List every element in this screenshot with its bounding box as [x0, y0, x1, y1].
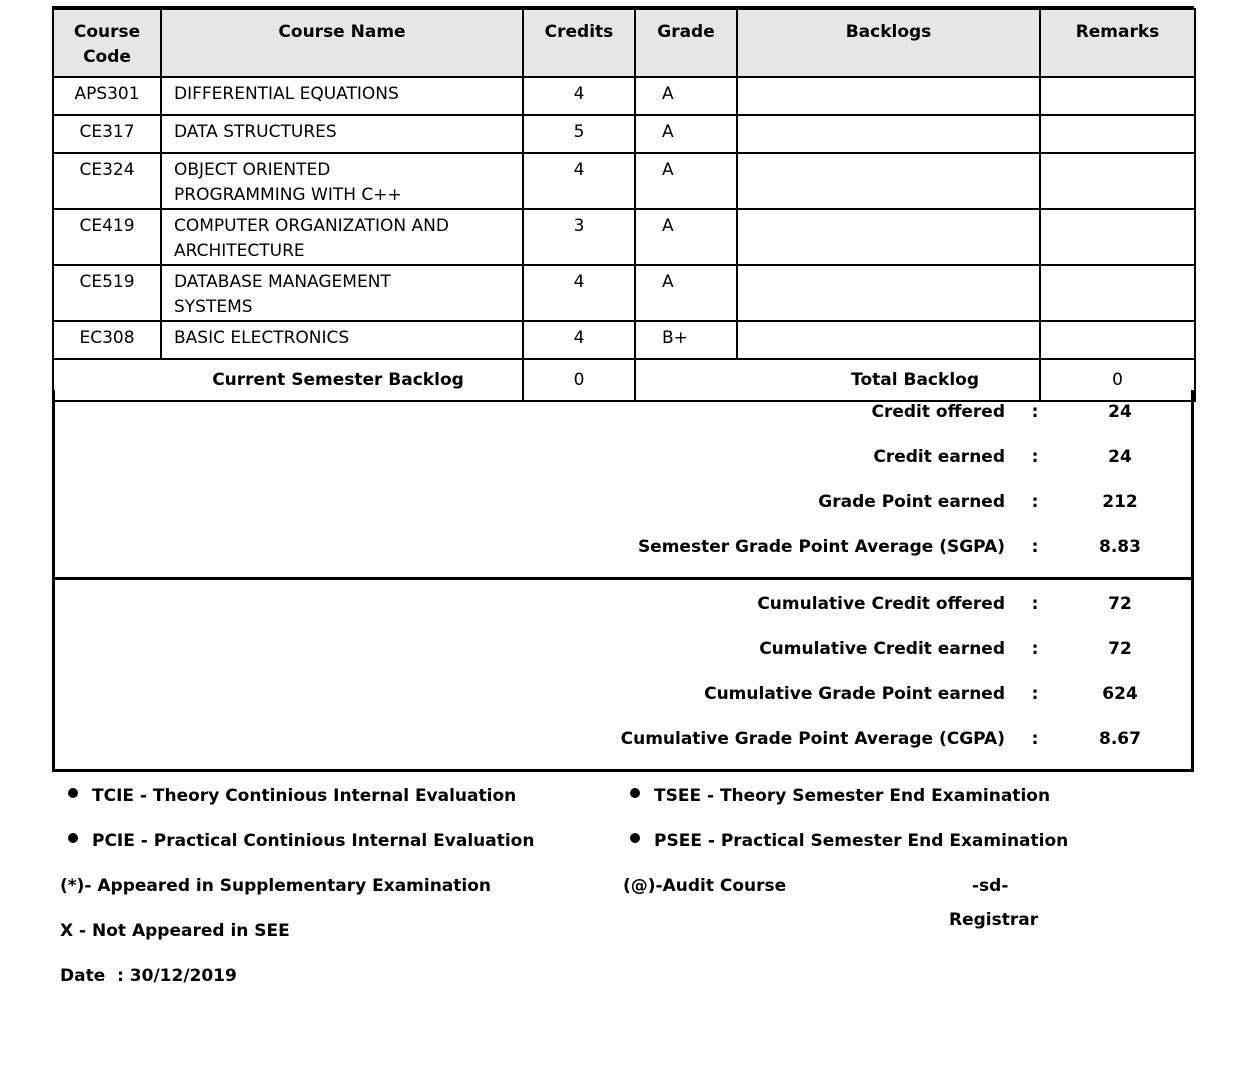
course-grade: B+ — [635, 321, 737, 359]
course-backlogs — [737, 209, 1040, 265]
course-name-line: OBJECT ORIENTED — [174, 160, 331, 180]
course-code: CE317 — [53, 115, 161, 153]
legend-tsee — [630, 786, 1050, 806]
cgpa-value: 8.67 — [1099, 729, 1141, 749]
credit-earned-label: Credit earned — [873, 447, 1005, 467]
course-name-line: DATABASE MANAGEMENT — [174, 272, 391, 292]
legend-supplementary: (*)- Appeared in Supplementary Examination — [60, 876, 492, 896]
course-grade: A — [635, 77, 737, 115]
course-name — [161, 209, 523, 265]
course-credits: 4 — [523, 153, 635, 209]
total-backlog-label: Total Backlog — [635, 359, 1040, 401]
separator-colon: : — [1031, 639, 1039, 659]
course-credits: 4 — [523, 265, 635, 321]
course-credits: 5 — [523, 115, 635, 153]
course-grade: A — [635, 209, 737, 265]
course-backlogs — [737, 77, 1040, 115]
cumulative-credit-offered-row — [55, 594, 1191, 619]
header-course-name: Course Name — [161, 9, 523, 77]
course-code: CE519 — [53, 265, 161, 321]
course-remarks — [1040, 265, 1195, 321]
course-backlogs — [737, 265, 1040, 321]
table-header-row — [53, 9, 1195, 77]
course-name — [161, 115, 523, 153]
table-row — [53, 153, 1195, 209]
sgpa-label: Semester Grade Point Average (SGPA) — [637, 537, 1005, 557]
legend-tsee-text: TSEE - Theory Semester End Examination — [654, 786, 1051, 806]
legend-psee-text: PSEE - Practical Semester End Examination — [654, 831, 1069, 851]
course-name-line: PROGRAMMING WITH C++ — [174, 185, 402, 205]
bullet-icon — [630, 833, 640, 843]
cumulative-credit-earned-row — [55, 639, 1191, 664]
course-remarks — [1040, 77, 1195, 115]
legend-pcie-text: PCIE - Practical Continious Internal Evaluation — [92, 831, 535, 851]
credit-offered-row — [55, 402, 1191, 427]
course-code: APS301 — [53, 77, 161, 115]
table-row — [53, 265, 1195, 321]
cgpa-label: Cumulative Grade Point Average (CGPA) — [620, 729, 1005, 749]
credit-earned-row — [55, 447, 1191, 472]
separator-colon: : — [1031, 729, 1039, 749]
course-code: CE324 — [53, 153, 161, 209]
signature-sd: -sd- — [972, 876, 1009, 896]
course-backlogs — [737, 321, 1040, 359]
legend-tcie — [68, 786, 516, 806]
legend-pcie — [68, 831, 534, 851]
course-name — [161, 265, 523, 321]
bullet-icon — [630, 788, 640, 798]
course-remarks — [1040, 115, 1195, 153]
credit-offered-label: Credit offered — [871, 402, 1005, 422]
cumulative-summary — [52, 580, 1194, 772]
date-label: Date : 30/12/2019 — [60, 966, 237, 986]
header-course-code: Course Code — [53, 9, 161, 77]
course-name-line: DATA STRUCTURES — [174, 122, 337, 142]
legend-not-appeared: X - Not Appeared in SEE — [60, 921, 290, 941]
header-remarks: Remarks — [1040, 9, 1195, 77]
course-name-line: DIFFERENTIAL EQUATIONS — [174, 84, 399, 104]
course-name — [161, 153, 523, 209]
credit-offered-value: 24 — [1108, 402, 1132, 422]
credit-earned-value: 24 — [1108, 447, 1132, 467]
separator-colon: : — [1031, 402, 1039, 422]
header-grade: Grade — [635, 9, 737, 77]
legend-tcie-text: TCIE - Theory Continious Internal Evaluation — [92, 786, 517, 806]
semester-summary — [52, 390, 1194, 580]
course-name-line: ARCHITECTURE — [174, 241, 305, 261]
course-remarks — [1040, 321, 1195, 359]
table-row — [53, 115, 1195, 153]
separator-colon: : — [1031, 492, 1039, 512]
course-code: CE419 — [53, 209, 161, 265]
cumulative-grade-point-row — [55, 684, 1191, 709]
course-grade: A — [635, 153, 737, 209]
separator-colon: : — [1031, 447, 1039, 467]
bullet-icon — [68, 833, 78, 843]
course-name — [161, 77, 523, 115]
sgpa-row — [55, 537, 1191, 562]
cumulative-credit-offered-label: Cumulative Credit offered — [757, 594, 1005, 614]
registrar-label: Registrar — [949, 910, 1039, 930]
separator-colon: : — [1031, 537, 1039, 557]
course-backlogs — [737, 153, 1040, 209]
table-row — [53, 77, 1195, 115]
course-remarks — [1040, 209, 1195, 265]
table-row — [53, 209, 1195, 265]
course-grade: A — [635, 265, 737, 321]
grade-point-value: 212 — [1102, 492, 1138, 512]
course-name-line: COMPUTER ORGANIZATION AND — [174, 216, 449, 236]
course-credits: 4 — [523, 77, 635, 115]
legend-audit: (@)-Audit Course — [623, 876, 787, 896]
legend-psee — [630, 831, 1068, 851]
current-backlog-label: Current Semester Backlog — [53, 359, 523, 401]
grades-table — [52, 8, 1196, 402]
course-name — [161, 321, 523, 359]
course-backlogs — [737, 115, 1040, 153]
cumulative-credit-earned-label: Cumulative Credit earned — [759, 639, 1005, 659]
grade-point-row — [55, 492, 1191, 517]
table-row — [53, 321, 1195, 359]
course-name-line: SYSTEMS — [174, 297, 253, 317]
current-backlog-value: 0 — [523, 359, 635, 401]
grade-point-label: Grade Point earned — [818, 492, 1005, 512]
course-remarks — [1040, 153, 1195, 209]
sgpa-value: 8.83 — [1099, 537, 1141, 557]
separator-colon: : — [1031, 684, 1039, 704]
cumulative-grade-point-value: 624 — [1102, 684, 1138, 704]
cumulative-credit-offered-value: 72 — [1108, 594, 1132, 614]
course-credits: 4 — [523, 321, 635, 359]
cgpa-row — [55, 729, 1191, 754]
course-credits: 3 — [523, 209, 635, 265]
course-grade: A — [635, 115, 737, 153]
cumulative-grade-point-label: Cumulative Grade Point earned — [704, 684, 1005, 704]
header-backlogs: Backlogs — [737, 9, 1040, 77]
bullet-icon — [68, 788, 78, 798]
cumulative-credit-earned-value: 72 — [1108, 639, 1132, 659]
course-name-line: BASIC ELECTRONICS — [174, 328, 350, 348]
total-backlog-value: 0 — [1040, 359, 1195, 401]
course-code: EC308 — [53, 321, 161, 359]
header-credits: Credits — [523, 9, 635, 77]
separator-colon: : — [1031, 594, 1039, 614]
